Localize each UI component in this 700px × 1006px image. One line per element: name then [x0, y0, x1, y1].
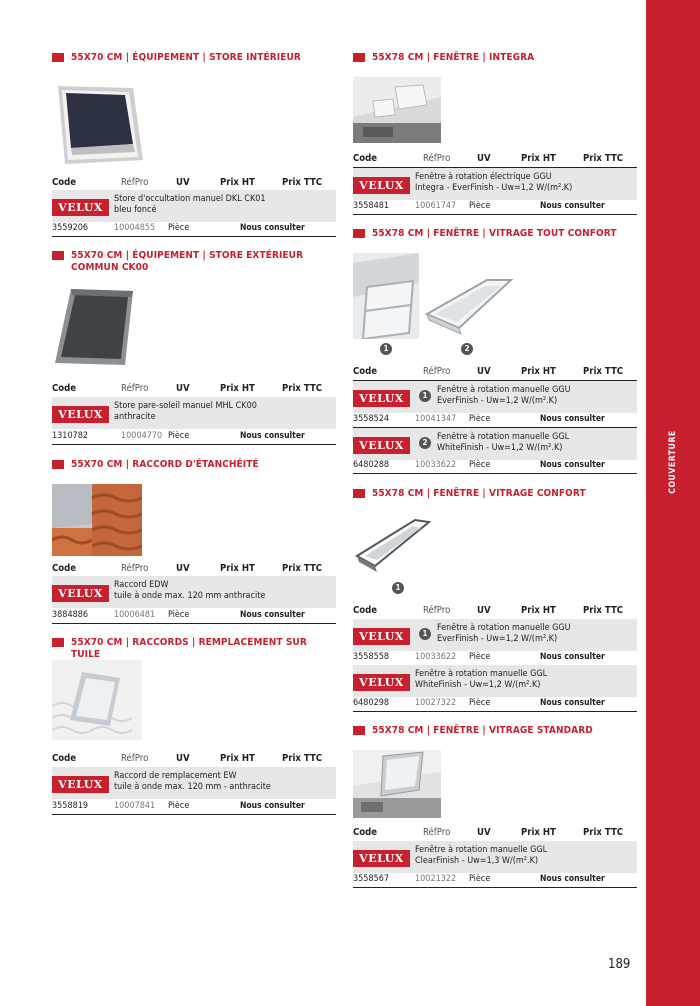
product-description: Fenêtre à rotation manuelle GGU EverFinish - Uw=1,2 W/(m².K) — [437, 623, 571, 644]
product-description: Store d'occultation manuel DKL CK01 bleu foncé — [114, 194, 266, 215]
velux-logo: VELUX — [52, 199, 109, 216]
table-header: Code RéfPro UV Prix HT Prix TTC — [52, 380, 336, 398]
section-integra — [353, 52, 637, 64]
table-header: Code RéfPro UV Prix HT Prix TTC — [353, 824, 637, 842]
product-data-row: 1310782 10004770 Pièce Nous consulter — [52, 428, 336, 445]
velux-logo: VELUX — [52, 406, 109, 423]
product-data-row: 3558524 10041347 Pièce Nous consulter — [353, 411, 637, 428]
product-row[interactable] — [52, 397, 336, 429]
photo-badge: 1 — [380, 343, 392, 355]
sidebar-label: COUVERTURE — [668, 430, 678, 494]
product-data-row: 6480298 10027322 Pièce Nous consulter — [353, 695, 637, 712]
item-number-badge: 1 — [419, 628, 431, 640]
product-description: Raccord de remplacement EW tuile à onde max. 120 mm - anthracite — [114, 771, 271, 792]
section-raccords-remplacement — [52, 637, 336, 661]
section-vitrage-tout-confort — [353, 228, 637, 240]
section-vitrage-confort — [353, 488, 637, 500]
product-photo-store-interieur — [53, 78, 143, 168]
product-data-row: 3884886 10006481 Pièce Nous consulter — [52, 607, 336, 624]
velux-logo: VELUX — [353, 674, 410, 691]
section-title: 55X78 CM | FENÊTRE | VITRAGE CONFORT — [353, 488, 637, 500]
product-row[interactable] — [353, 428, 637, 460]
velux-logo: VELUX — [353, 850, 410, 867]
section-title: 55X70 CM | RACCORDS | REMPLACEMENT SUR TUILE — [52, 637, 336, 661]
table-header: Code RéfPro UV Prix HT Prix TTC — [52, 174, 336, 192]
product-photo-raccord — [52, 484, 142, 556]
velux-logo: VELUX — [353, 177, 410, 194]
table-header: Code RéfPro UV Prix HT Prix TTC — [353, 602, 637, 620]
photo-badge: 2 — [461, 343, 473, 355]
product-data-row: 3558567 10021322 Pièce Nous consulter — [353, 871, 637, 888]
product-photo-ggu — [353, 253, 419, 339]
table-header: Code RéfPro UV Prix HT Prix TTC — [353, 150, 637, 168]
product-description: Raccord EDW tuile à onde max. 120 mm anthracite — [114, 580, 266, 601]
photo-badge: 1 — [392, 582, 404, 594]
product-data-row: 3558558 10033622 Pièce Nous consulter — [353, 649, 637, 666]
product-photo-raccord-remplacement — [52, 660, 142, 740]
product-description: Fenêtre à rotation manuelle GGL WhiteFinish - Uw=1,2 W/(m².K) — [415, 669, 548, 690]
product-photo-ggl — [425, 276, 515, 336]
velux-logo: VELUX — [52, 585, 109, 602]
product-row[interactable] — [52, 576, 336, 608]
section-title: 55X78 CM | FENÊTRE | VITRAGE STANDARD — [353, 725, 637, 737]
table-header: Code RéfPro UV Prix HT Prix TTC — [353, 363, 637, 381]
product-row[interactable] — [353, 665, 637, 697]
product-row[interactable] — [353, 841, 637, 873]
product-row[interactable] — [353, 381, 637, 413]
page-number: 189 — [608, 957, 631, 972]
product-description: Fenêtre à rotation manuelle GGL ClearFinish - Uw=1,3 W/(m².K) — [415, 845, 548, 866]
section-title: 55X70 CM | ÉQUIPEMENT | STORE INTÉRIEUR — [52, 52, 336, 64]
product-photo-integra — [353, 77, 441, 143]
section-store-exterieur — [52, 250, 336, 274]
product-data-row: 3559206 10004855 Pièce Nous consulter — [52, 220, 336, 237]
category-sidebar[interactable] — [646, 0, 700, 1006]
product-photo-vitrage-standard — [353, 750, 441, 818]
table-header: Code RéfPro UV Prix HT Prix TTC — [52, 560, 336, 578]
table-header: Code RéfPro UV Prix HT Prix TTC — [52, 750, 336, 768]
product-row[interactable] — [52, 190, 336, 222]
item-number-badge: 2 — [419, 437, 431, 449]
section-title: 55X78 CM | FENÊTRE | INTEGRA — [353, 52, 637, 64]
velux-logo: VELUX — [353, 628, 410, 645]
product-photo-vitrage-confort — [355, 516, 433, 574]
velux-logo: VELUX — [353, 390, 410, 407]
product-description: Fenêtre à rotation électrique GGU Integra - EverFinish - Uw=1,2 W/(m².K) — [415, 172, 573, 193]
velux-logo: VELUX — [353, 437, 410, 454]
section-store-interieur — [52, 52, 336, 64]
product-description: Store pare-soleil manuel MHL CK00 anthracite — [114, 401, 257, 422]
product-description: Fenêtre à rotation manuelle GGL WhiteFinish - Uw=1,2 W/(m².K) — [437, 432, 570, 453]
velux-logo: VELUX — [52, 776, 109, 793]
product-data-row: 3558819 10007841 Pièce Nous consulter — [52, 798, 336, 815]
product-row[interactable] — [353, 168, 637, 200]
product-row[interactable] — [353, 619, 637, 651]
product-row[interactable] — [52, 767, 336, 799]
section-title: 55X78 CM | FENÊTRE | VITRAGE TOUT CONFORT — [353, 228, 637, 240]
product-data-row: 6480288 10033622 Pièce Nous consulter — [353, 457, 637, 474]
section-raccord-etancheite — [52, 459, 336, 471]
section-title: 55X70 CM | ÉQUIPEMENT | STORE EXTÉRIEUR COMMUN CK00 — [52, 250, 336, 274]
item-number-badge: 1 — [419, 390, 431, 402]
product-description: Fenêtre à rotation manuelle GGU EverFinish - Uw=1,2 W/(m².K) — [437, 385, 571, 406]
section-title: 55X70 CM | RACCORD D'ÉTANCHÉITÉ — [52, 459, 336, 471]
product-photo-store-exterieur — [53, 285, 138, 370]
section-vitrage-standard — [353, 725, 637, 737]
product-data-row: 3558481 10061747 Pièce Nous consulter — [353, 198, 637, 215]
